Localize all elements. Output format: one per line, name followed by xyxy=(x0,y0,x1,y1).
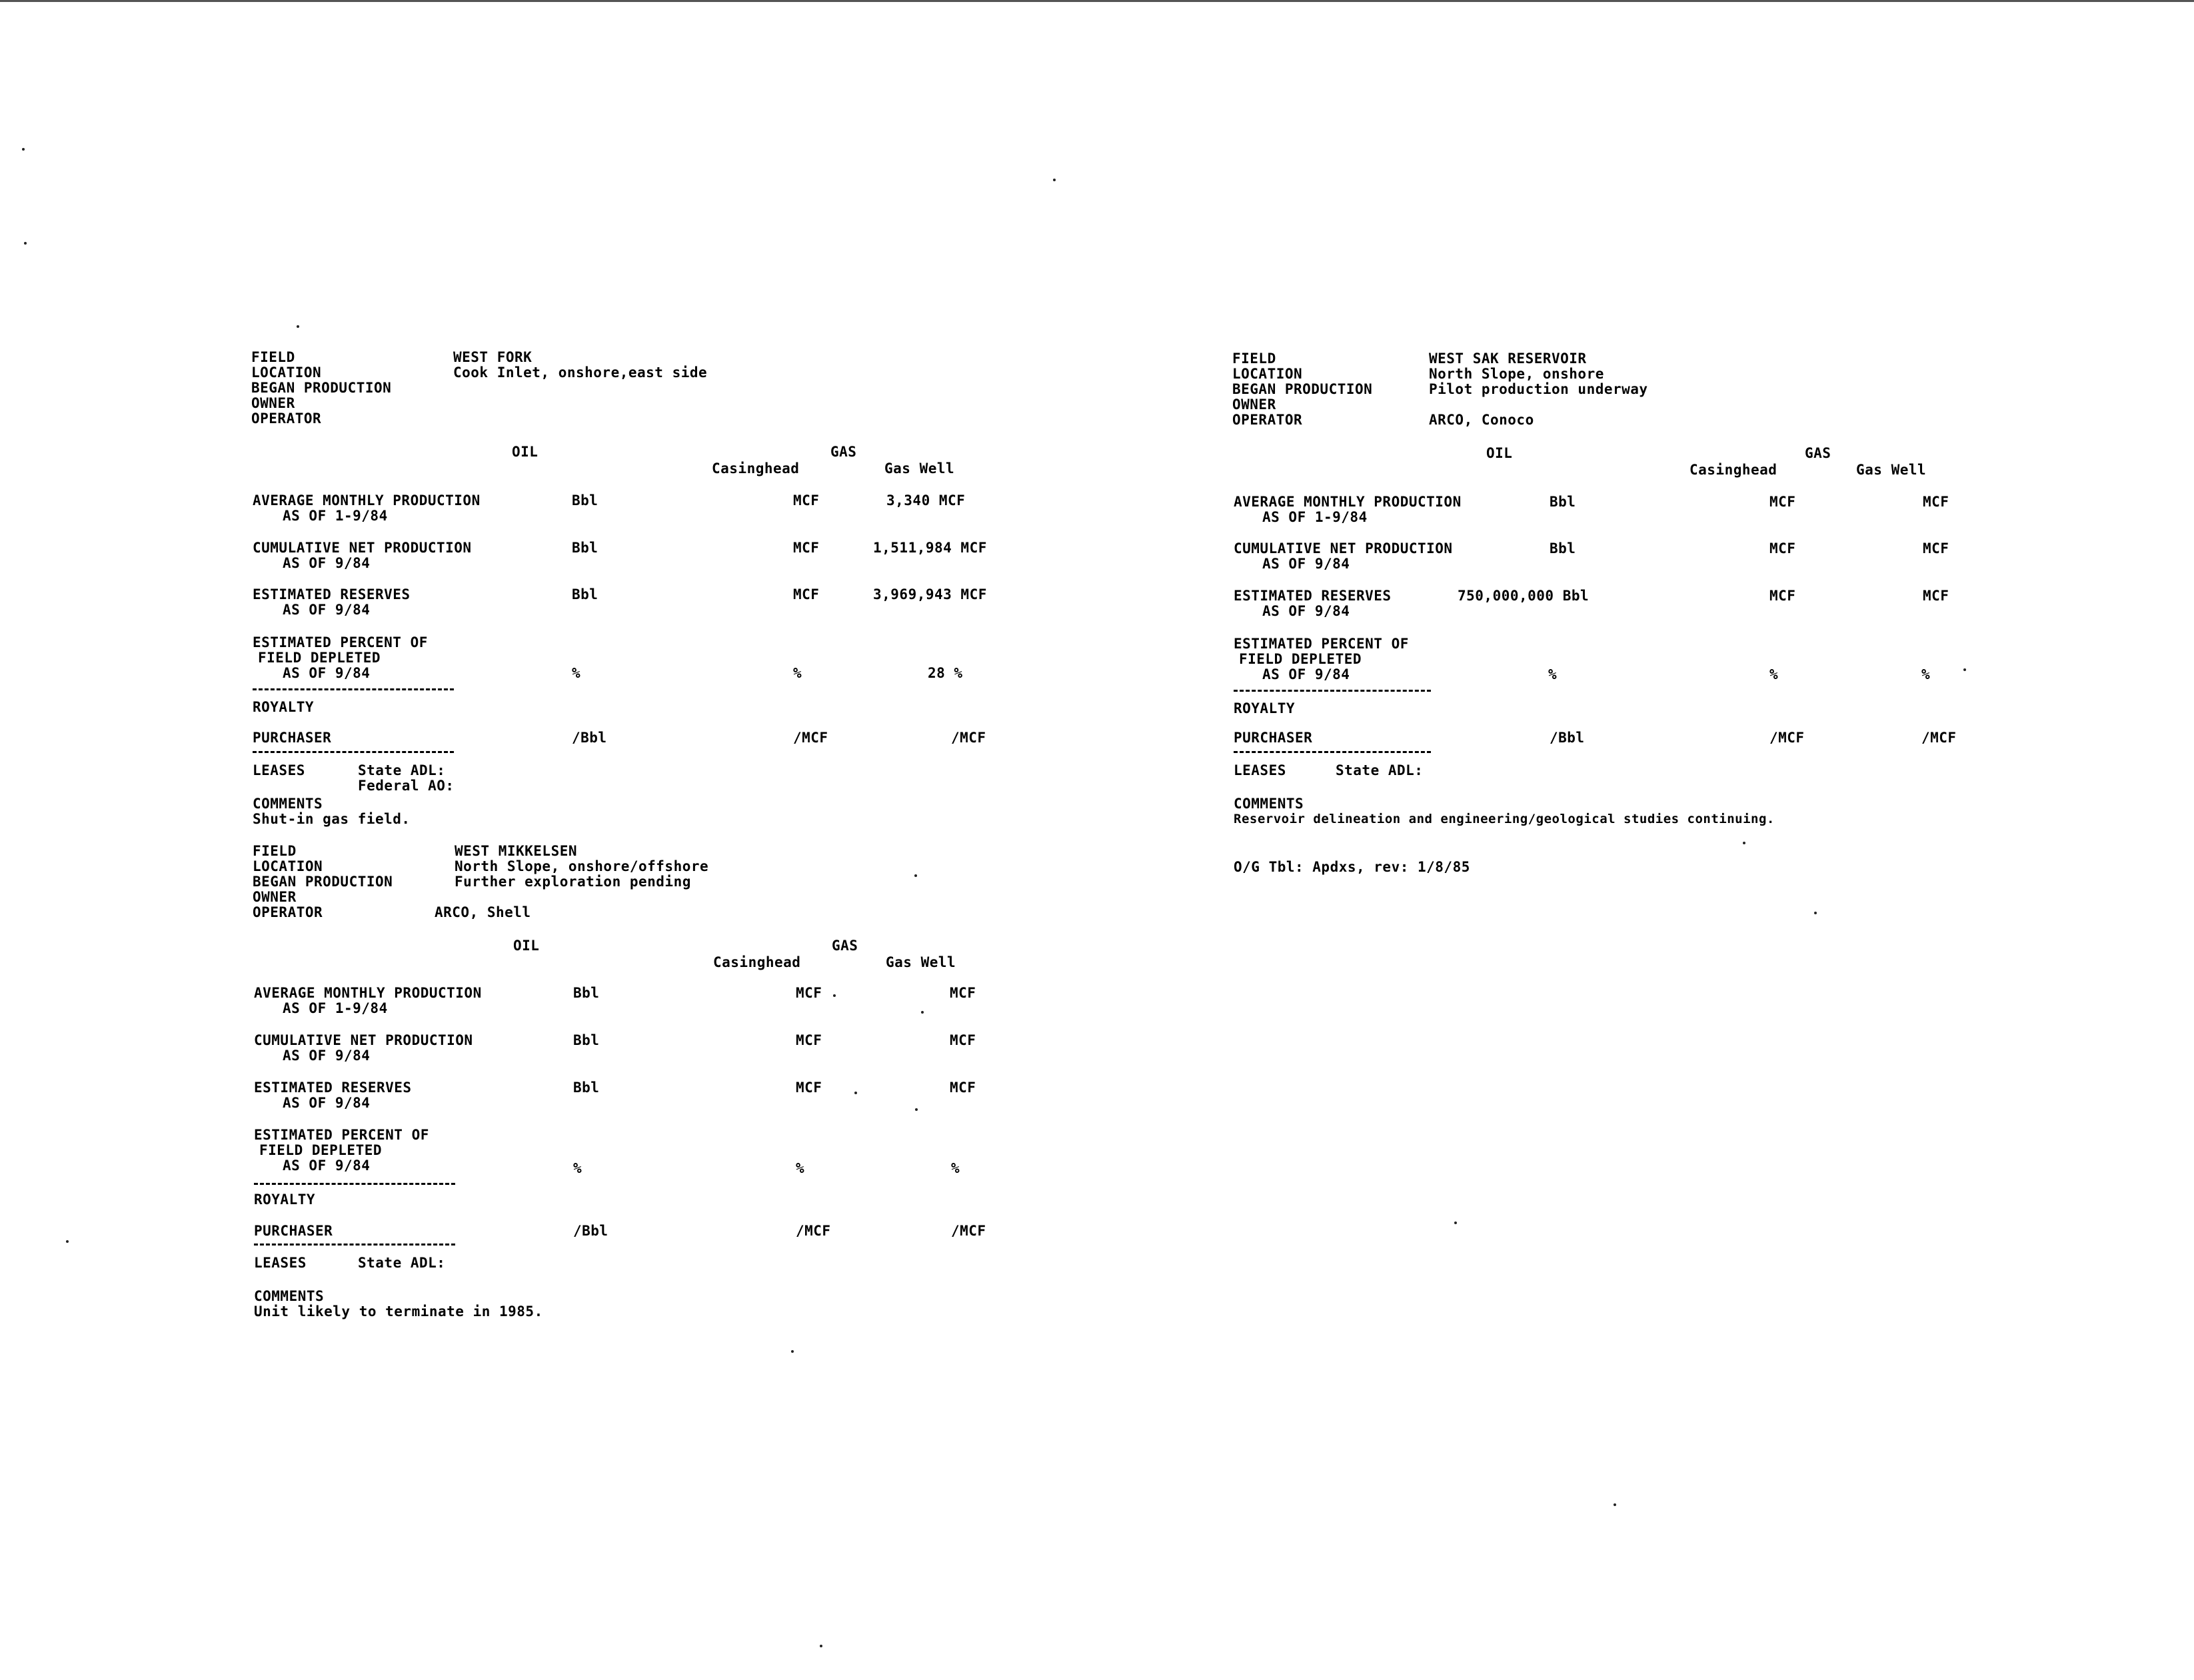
est-reserves-label: ESTIMATED RESERVES xyxy=(253,586,411,602)
federal-ao-label: Federal AO: xyxy=(358,778,455,794)
pct-depleted-label-2: FIELD DEPLETED xyxy=(259,1142,383,1158)
comments-label: COMMENTS xyxy=(253,796,323,812)
pct-depleted-casinghead: % xyxy=(793,665,802,681)
gas-well-header: Gas Well xyxy=(886,954,956,970)
casinghead-header: Casinghead xyxy=(713,954,801,970)
cum-net-casinghead: MCF xyxy=(793,540,820,556)
pct-depleted-casinghead: % xyxy=(796,1160,805,1176)
began-production-value: Pilot production underway xyxy=(1429,381,1648,397)
state-adl-label: State ADL: xyxy=(1336,762,1424,778)
cum-net-gas-well: MCF xyxy=(950,1032,976,1048)
royalty-label: ROYALTY xyxy=(253,699,315,715)
comments-label: COMMENTS xyxy=(1234,796,1304,812)
pct-depleted-oil: % xyxy=(573,1160,582,1176)
pct-depleted-asof: AS OF 9/84 xyxy=(1262,666,1350,682)
avg-monthly-label: AVERAGE MONTHLY PRODUCTION xyxy=(254,985,482,1001)
pct-depleted-asof: AS OF 9/84 xyxy=(283,665,371,681)
location-label: LOCATION xyxy=(1232,366,1303,382)
gas-well-header: Gas Well xyxy=(884,460,955,476)
cum-net-oil: Bbl xyxy=(572,540,598,556)
scan-speck xyxy=(921,1011,924,1014)
leases-label: LEASES xyxy=(1234,762,1286,778)
casinghead-header: Casinghead xyxy=(712,460,800,476)
cum-net-asof: AS OF 9/84 xyxy=(283,555,371,571)
casinghead-header: Casinghead xyxy=(1689,462,1777,478)
cum-net-label: CUMULATIVE NET PRODUCTION xyxy=(254,1032,473,1048)
pct-depleted-gas-well: 28 % xyxy=(928,665,963,681)
avg-monthly-asof: AS OF 1-9/84 xyxy=(1262,509,1368,525)
field-value: WEST SAK RESERVOIR xyxy=(1429,351,1587,367)
est-reserves-oil: 750,000,000 Bbl xyxy=(1458,588,1590,604)
avg-monthly-oil: Bbl xyxy=(572,492,598,508)
avg-monthly-oil: Bbl xyxy=(573,985,600,1001)
pct-depleted-label-2: FIELD DEPLETED xyxy=(1239,651,1362,667)
gas-header: GAS xyxy=(1805,445,1831,461)
avg-monthly-oil: Bbl xyxy=(1550,494,1576,510)
pct-depleted-label-2: FIELD DEPLETED xyxy=(258,650,381,666)
est-reserves-casinghead: MCF xyxy=(793,586,820,602)
avg-monthly-asof: AS OF 1-9/84 xyxy=(283,508,388,524)
est-reserves-oil: Bbl xyxy=(573,1080,600,1096)
cum-net-casinghead: MCF xyxy=(796,1032,822,1048)
comments-text: Unit likely to terminate in 1985. xyxy=(254,1303,543,1319)
scan-speck xyxy=(1053,179,1056,181)
purchaser-label: PURCHASER xyxy=(1234,730,1313,746)
began-production-label: BEGAN PRODUCTION xyxy=(253,874,393,890)
avg-monthly-casinghead: MCF xyxy=(796,985,822,1001)
avg-monthly-asof: AS OF 1-9/84 xyxy=(283,1000,388,1016)
scan-speck xyxy=(297,325,299,328)
scan-speck xyxy=(791,1350,794,1353)
began-production-label: BEGAN PRODUCTION xyxy=(1232,381,1373,397)
purchaser-label: PURCHASER xyxy=(254,1223,333,1239)
purchaser-casinghead: /MCF xyxy=(796,1223,831,1239)
avg-monthly-casinghead: MCF xyxy=(793,492,820,508)
est-reserves-casinghead: MCF xyxy=(1769,588,1796,604)
cum-net-asof: AS OF 9/84 xyxy=(283,1048,371,1064)
oil-header: OIL xyxy=(512,444,539,460)
operator-label: OPERATOR xyxy=(253,904,323,920)
location-value: North Slope, onshore/offshore xyxy=(455,858,709,874)
pct-depleted-label: ESTIMATED PERCENT OF xyxy=(1234,636,1409,652)
began-production-label: BEGAN PRODUCTION xyxy=(251,380,392,396)
leases-label: LEASES xyxy=(253,762,305,778)
cum-net-casinghead: MCF xyxy=(1769,540,1796,556)
avg-monthly-label: AVERAGE MONTHLY PRODUCTION xyxy=(1234,494,1462,510)
est-reserves-gas-well: MCF xyxy=(950,1080,976,1096)
purchaser-gas-well: /MCF xyxy=(951,1223,986,1239)
gas-well-header: Gas Well xyxy=(1856,462,1927,478)
location-label: LOCATION xyxy=(251,365,322,381)
est-reserves-casinghead: MCF xyxy=(796,1080,822,1096)
scan-speck xyxy=(1963,668,1966,671)
divider xyxy=(1234,690,1431,692)
location-label: LOCATION xyxy=(253,858,323,874)
field-value: WEST FORK xyxy=(453,349,533,365)
purchaser-label: PURCHASER xyxy=(253,730,332,746)
cum-net-asof: AS OF 9/84 xyxy=(1262,556,1350,572)
comments-label: COMMENTS xyxy=(254,1288,325,1304)
operator-value: ARCO, Shell xyxy=(435,904,531,920)
field-label: FIELD xyxy=(1232,351,1276,367)
purchaser-gas-well: /MCF xyxy=(1921,730,1957,746)
state-adl-label: State ADL: xyxy=(358,762,446,778)
comments-text: Reservoir delineation and engineering/geological studies continuing. xyxy=(1234,812,1775,826)
owner-label: OWNER xyxy=(251,395,295,411)
field-value: WEST MIKKELSEN xyxy=(455,843,578,859)
purchaser-oil: /Bbl xyxy=(573,1223,608,1239)
cum-net-gas-well: 1,511,984 MCF xyxy=(873,540,987,556)
cum-net-oil: Bbl xyxy=(573,1032,600,1048)
location-value: Cook Inlet, onshore,east side xyxy=(453,365,708,381)
purchaser-casinghead: /MCF xyxy=(793,730,828,746)
scan-speck xyxy=(66,1240,69,1243)
cum-net-label: CUMULATIVE NET PRODUCTION xyxy=(253,540,472,556)
scan-speck xyxy=(24,242,27,245)
operator-label: OPERATOR xyxy=(251,411,322,426)
est-reserves-asof: AS OF 9/84 xyxy=(1262,603,1350,619)
pct-depleted-gas-well: % xyxy=(951,1160,960,1176)
scan-speck xyxy=(1454,1222,1457,1224)
state-adl-label: State ADL: xyxy=(358,1255,446,1271)
pct-depleted-gas-well: % xyxy=(1921,666,1931,682)
pct-depleted-oil: % xyxy=(1548,666,1558,682)
est-reserves-gas-well: 3,969,943 MCF xyxy=(873,586,987,602)
cum-net-label: CUMULATIVE NET PRODUCTION xyxy=(1234,540,1453,556)
scan-speck xyxy=(854,1092,857,1094)
avg-monthly-gas-well: MCF xyxy=(950,985,976,1001)
purchaser-oil: /Bbl xyxy=(572,730,607,746)
avg-monthly-label: AVERAGE MONTHLY PRODUCTION xyxy=(253,492,481,508)
est-reserves-gas-well: MCF xyxy=(1923,588,1949,604)
scan-speck xyxy=(1743,842,1745,844)
gas-header: GAS xyxy=(832,938,858,954)
scan-speck xyxy=(914,874,917,877)
scan-speck xyxy=(1614,1503,1616,1506)
pct-depleted-casinghead: % xyxy=(1769,666,1779,682)
royalty-label: ROYALTY xyxy=(254,1192,316,1208)
field-label: FIELD xyxy=(253,843,297,859)
pct-depleted-asof: AS OF 9/84 xyxy=(283,1158,371,1174)
table-reference-footer: O/G Tbl: Apdxs, rev: 1/8/85 xyxy=(1234,859,1470,875)
location-value: North Slope, onshore xyxy=(1429,366,1604,382)
owner-label: OWNER xyxy=(253,889,297,905)
field-label: FIELD xyxy=(251,349,295,365)
purchaser-gas-well: /MCF xyxy=(951,730,986,746)
owner-label: OWNER xyxy=(1232,397,1276,413)
scan-speck xyxy=(1814,912,1817,914)
divider xyxy=(1234,751,1431,753)
purchaser-oil: /Bbl xyxy=(1550,730,1585,746)
operator-value: ARCO, Conoco xyxy=(1429,412,1534,428)
avg-monthly-gas-well: MCF xyxy=(1923,494,1949,510)
purchaser-casinghead: /MCF xyxy=(1769,730,1805,746)
avg-monthly-casinghead: MCF xyxy=(1769,494,1796,510)
pct-depleted-label: ESTIMATED PERCENT OF xyxy=(253,634,428,650)
est-reserves-asof: AS OF 9/84 xyxy=(283,1095,371,1111)
scan-speck xyxy=(833,994,836,997)
est-reserves-label: ESTIMATED RESERVES xyxy=(254,1080,412,1096)
began-production-value: Further exploration pending xyxy=(455,874,691,890)
cum-net-oil: Bbl xyxy=(1550,540,1576,556)
est-reserves-asof: AS OF 9/84 xyxy=(283,602,371,618)
pct-depleted-oil: % xyxy=(572,665,581,681)
royalty-label: ROYALTY xyxy=(1234,700,1296,716)
leases-label: LEASES xyxy=(254,1255,307,1271)
est-reserves-oil: Bbl xyxy=(572,586,598,602)
operator-label: OPERATOR xyxy=(1232,412,1303,428)
avg-monthly-gas-well: 3,340 MCF xyxy=(886,492,966,508)
est-reserves-label: ESTIMATED RESERVES xyxy=(1234,588,1392,604)
comments-text: Shut-in gas field. xyxy=(253,811,411,827)
cum-net-gas-well: MCF xyxy=(1923,540,1949,556)
scan-speck xyxy=(820,1645,822,1647)
oil-header: OIL xyxy=(1486,445,1513,461)
scan-speck xyxy=(22,148,25,151)
scan-speck xyxy=(915,1108,918,1111)
oil-header: OIL xyxy=(513,938,540,954)
pct-depleted-label: ESTIMATED PERCENT OF xyxy=(254,1127,429,1143)
gas-header: GAS xyxy=(830,444,857,460)
